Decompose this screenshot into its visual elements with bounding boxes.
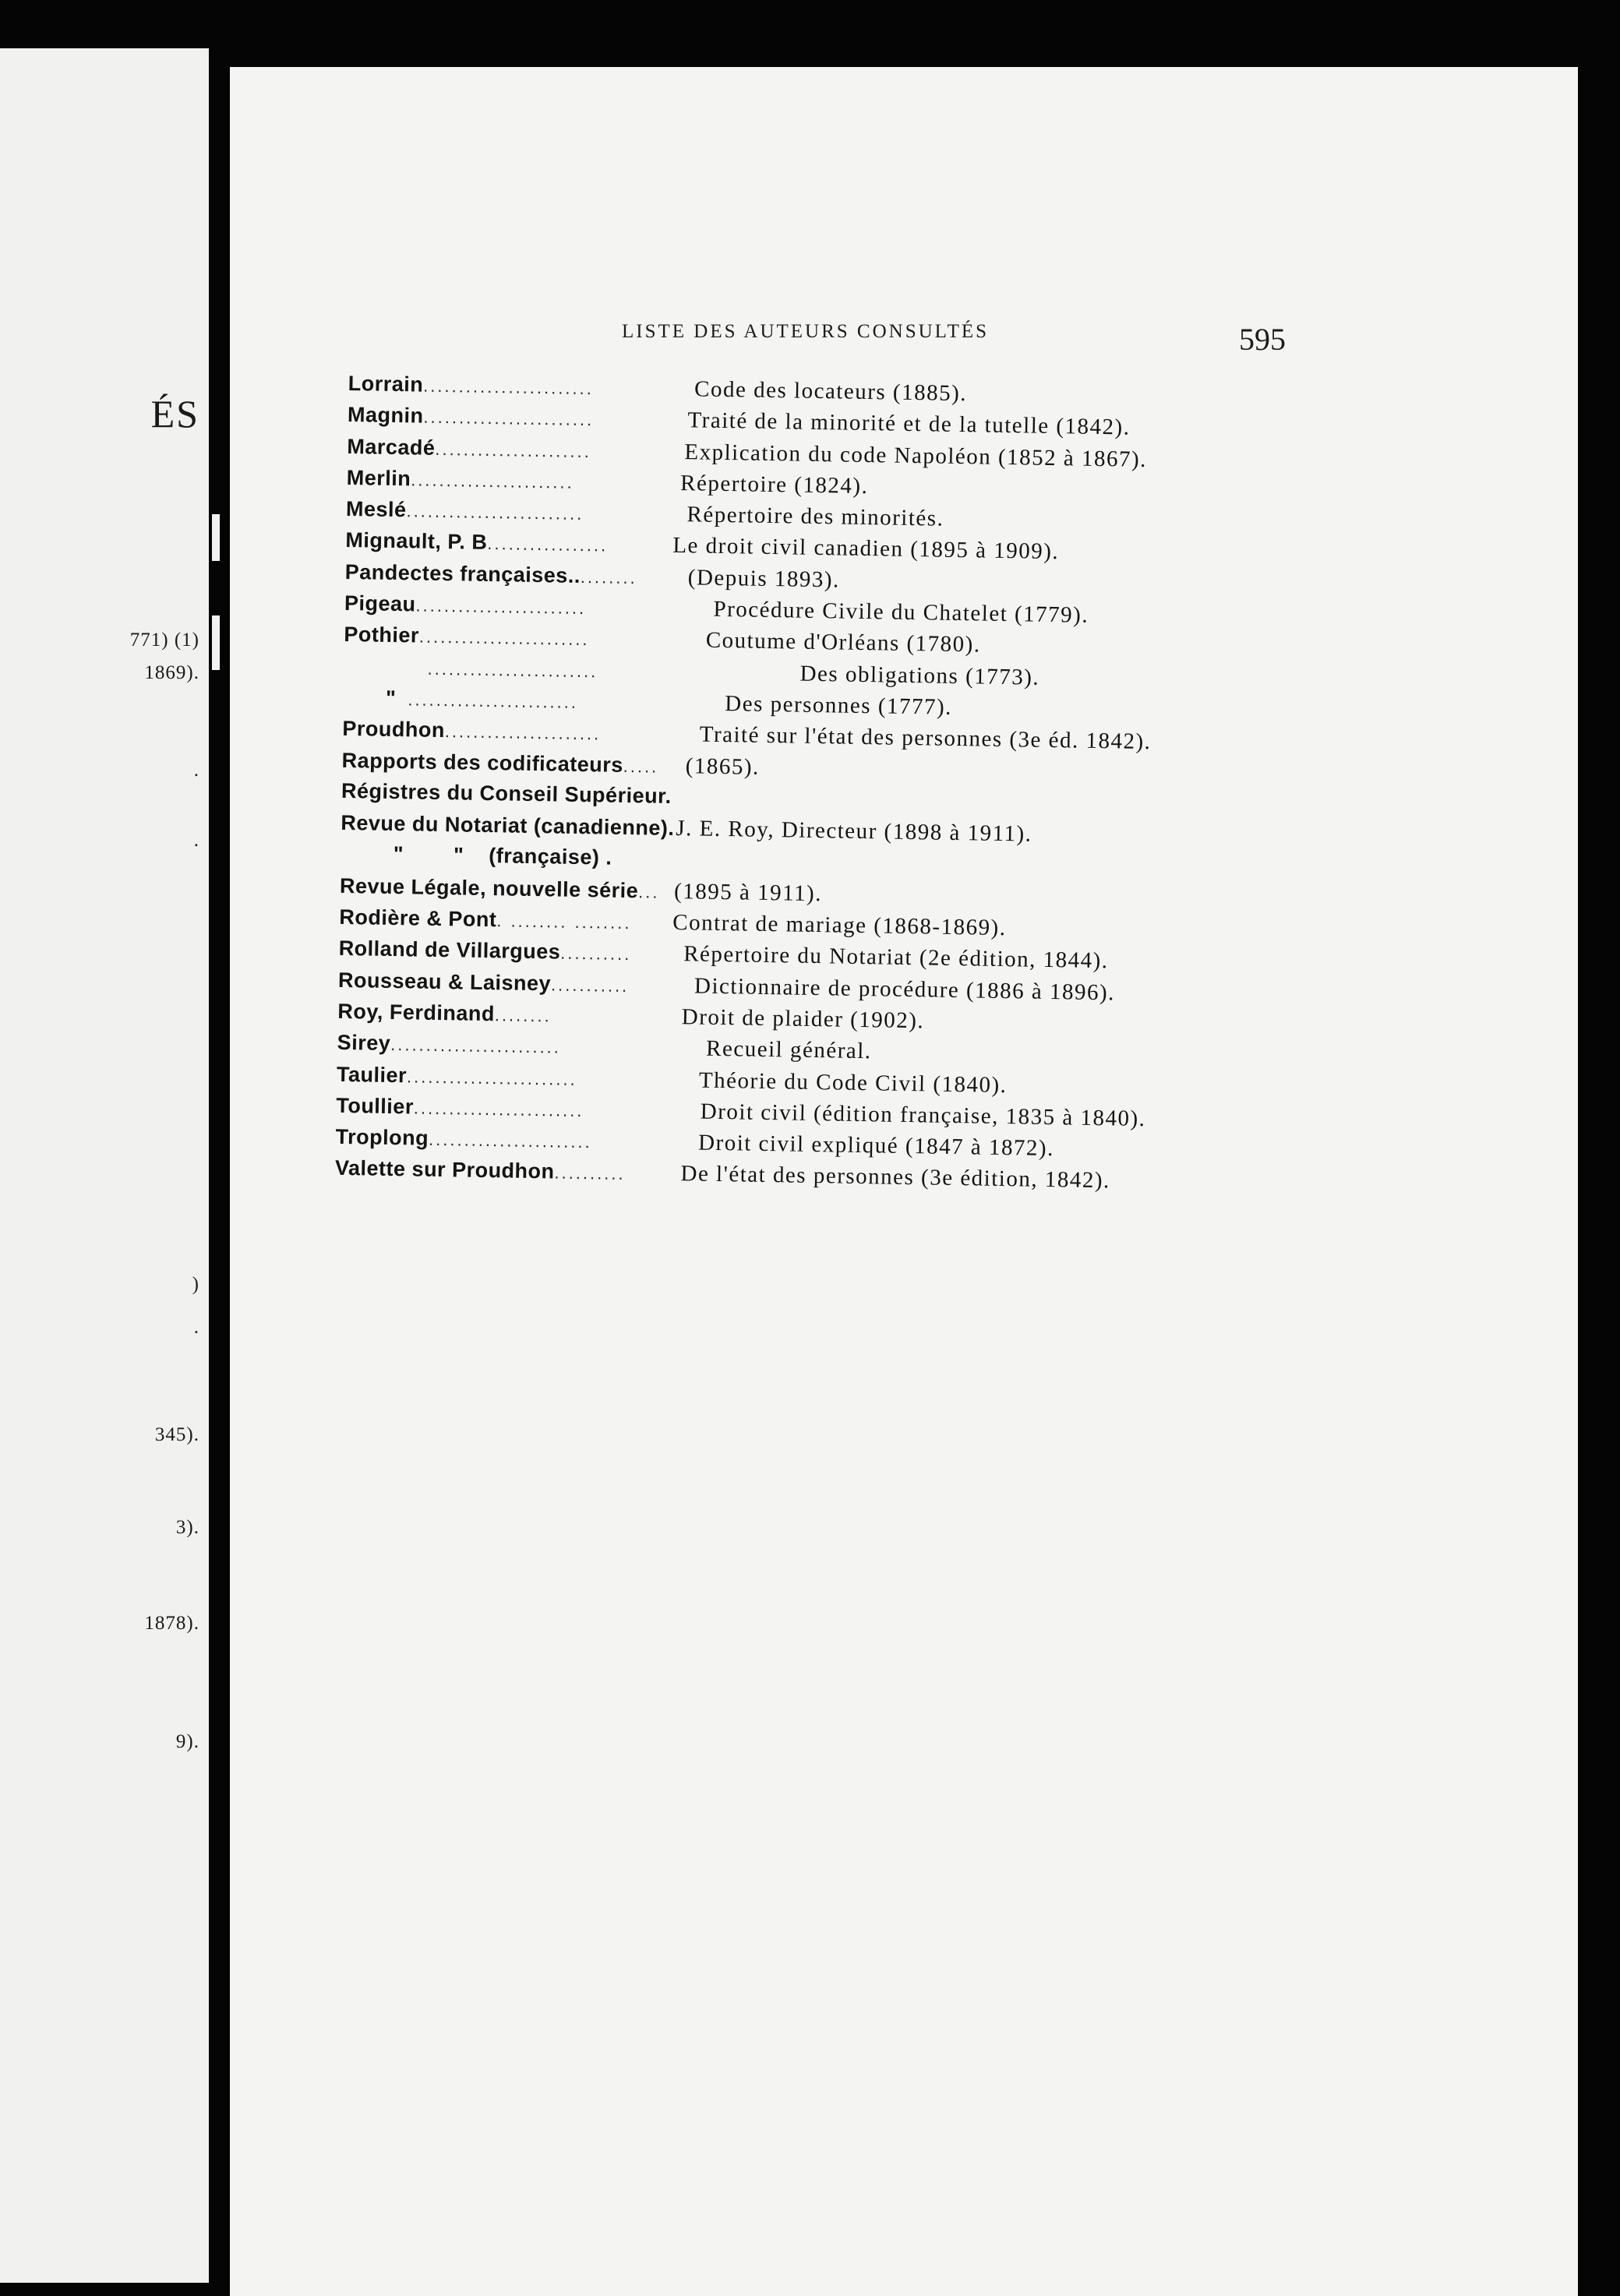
author-name: Rapports des codificateurs: [341, 748, 624, 777]
author-list: [335, 371, 1533, 1207]
author-name: Roy, Ferdinand: [337, 999, 496, 1026]
author-name: Meslé: [345, 497, 407, 522]
author-name: ": [385, 686, 397, 711]
dot-leader: . ........ ........: [496, 911, 632, 933]
left-page-fragment: 771) (1): [129, 630, 199, 651]
author-name: Troplong: [335, 1124, 429, 1150]
dot-leader: ........................: [415, 595, 587, 619]
work-title: Droit civil (édition française, 1835 à 1840).: [700, 1099, 1146, 1131]
work-title: Théorie du Code Civil (1840).: [698, 1067, 1008, 1098]
work-title: Recueil général.: [705, 1035, 872, 1064]
dot-leader: ........: [494, 1005, 552, 1026]
work-title: Traité de la minorité et de la tutelle (1842).: [687, 407, 1131, 440]
left-page-fragment: 3).: [175, 1517, 199, 1538]
dot-leader: .......................: [411, 470, 574, 492]
dot-leader: ........................: [408, 690, 579, 712]
dot-leader: .....: [623, 756, 659, 777]
dot-leader: ........: [580, 566, 637, 587]
author-name: Pigeau: [344, 591, 416, 616]
dot-leader: ...: [637, 882, 660, 902]
page-number: 595: [1239, 322, 1286, 357]
work-title: Des personnes (1777).: [725, 691, 953, 720]
left-page-fragment: 1878).: [144, 1613, 199, 1634]
work-title: Code des locateurs (1885).: [694, 376, 968, 407]
left-page-fragment: 9).: [175, 1731, 199, 1752]
work-title: Explication du code Napoléon (1852 à 1867).: [684, 439, 1148, 472]
dot-leader: ........................: [427, 658, 598, 682]
dot-leader: ........................: [406, 1066, 577, 1089]
left-page-fragment: 345).: [154, 1424, 199, 1445]
author-name: Mignault, P. B: [345, 528, 488, 555]
author-name: Toullier: [336, 1093, 415, 1119]
work-title: Répertoire des minorités.: [686, 502, 944, 531]
work-title: Répertoire du Notariat (2e édition, 1844).: [683, 941, 1109, 974]
dot-leader: ..........: [554, 1162, 626, 1184]
author-name: Magnin: [347, 403, 424, 428]
work-title: (Depuis 1893).: [687, 565, 841, 593]
author-name: Revue du Notariat (canadienne).: [341, 811, 675, 841]
dot-leader: ........................: [418, 626, 590, 650]
author-name: Pothier: [344, 622, 420, 647]
dot-leader: ........................: [423, 376, 595, 399]
dot-leader: ........................: [390, 1035, 562, 1057]
work-title: Procédure Civile du Chatelet (1779).: [713, 596, 1089, 628]
author-name: Rolland de Villargues: [338, 936, 561, 964]
work-title: (1865).: [685, 753, 761, 780]
work-title: Traité sur l'état des personnes (3e éd. 1842).: [699, 721, 1152, 755]
dot-leader: ...........: [550, 975, 630, 996]
work-title: Droit civil expliqué (1847 à 1872).: [697, 1130, 1055, 1162]
dot-leader: .......................: [428, 1129, 592, 1152]
work-title: Répertoire (1824).: [679, 470, 869, 499]
dot-leader: ..........: [560, 943, 632, 965]
author-name: Proudhon: [342, 717, 446, 742]
author-name: Merlin: [346, 465, 411, 491]
author-name: Rousseau & Laisney: [337, 968, 552, 996]
dot-leader: .........................: [406, 501, 584, 524]
dot-leader: ......................: [435, 439, 592, 461]
work-title: Droit de plaider (1902).: [681, 1004, 925, 1034]
work-title: Coutume d'Orléans (1780).: [705, 628, 981, 658]
page-header: LISTE DES AUTEURS CONSULTÉS: [622, 321, 990, 342]
left-page-fragment: .: [193, 760, 199, 781]
gutter-mark: [212, 514, 220, 561]
gutter-mark: [212, 615, 220, 670]
author-name: Pandectes françaises..: [344, 559, 581, 587]
left-page-fragment: ): [192, 1274, 199, 1295]
left-page: [0, 48, 209, 2283]
author-name: Marcadé: [347, 434, 436, 460]
dot-leader: .................: [487, 534, 609, 556]
left-page-fragment: ÉS: [150, 392, 199, 436]
left-page-fragment: .: [193, 1317, 199, 1338]
dot-leader: ......................: [444, 721, 602, 744]
author-name: " " (française) .: [393, 842, 612, 870]
left-page-fragment: 1869).: [144, 662, 199, 683]
author-name: Taulier: [336, 1062, 408, 1087]
work-title: Des obligations (1773).: [799, 661, 1040, 690]
author-name: Rodière & Pont: [339, 905, 497, 932]
work-title: J. E. Roy, Directeur (1898 à 1911).: [676, 816, 1032, 847]
author-name: Régistres du Conseil Supérieur.: [341, 778, 672, 808]
author-name: Lorrain: [348, 371, 424, 397]
work-title: Contrat de mariage (1868-1869).: [672, 910, 1007, 941]
dot-leader: ........................: [413, 1098, 584, 1120]
author-name: Revue Légale, nouvelle série: [339, 873, 639, 903]
left-page-fragment: .: [193, 830, 199, 851]
work-title: (1895 à 1911).: [673, 878, 823, 906]
author-name: Valette sur Proudhon: [334, 1156, 555, 1183]
work-title: Le droit civil canadien (1895 à 1909).: [672, 533, 1060, 565]
work-title: De l'état des personnes (3e édition, 1842).: [680, 1161, 1111, 1194]
right-page: [230, 67, 1578, 2296]
work-title: Dictionnaire de procédure (1886 à 1896).: [694, 973, 1116, 1006]
author-name: Sirey: [337, 1031, 391, 1056]
dot-leader: ........................: [423, 407, 595, 430]
